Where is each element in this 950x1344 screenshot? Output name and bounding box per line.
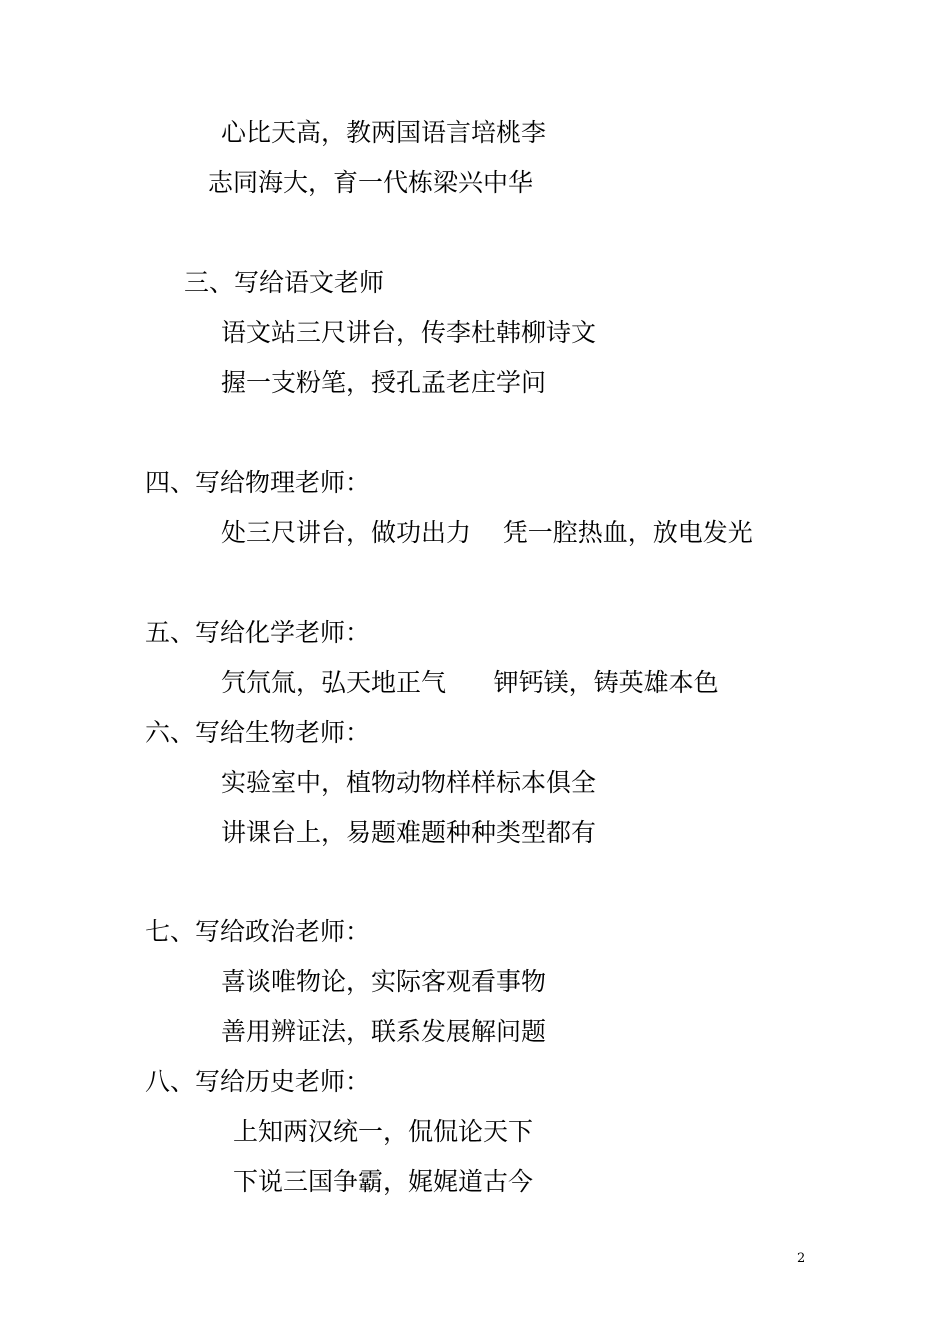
couplet-line: 语文站三尺讲台，传李杜韩柳诗文 <box>221 318 597 347</box>
section-heading: 八、写给历史老师： <box>145 1067 371 1096</box>
page-number: 2 <box>797 1251 806 1266</box>
couplet-line: 喜谈唯物论，实际客观看事物 <box>221 967 547 996</box>
couplet-line: 志同海大，育一代栋梁兴中华 <box>208 168 534 197</box>
section-heading: 七、写给政治老师： <box>145 917 371 946</box>
couplet-line: 上知两汉统一，侃侃论天下 <box>233 1117 534 1146</box>
couplet-line: 善用辨证法，联系发展解问题 <box>221 1017 547 1046</box>
section-heading: 五、写给化学老师： <box>145 618 371 647</box>
section-heading: 三、写给语文老师 <box>184 268 385 297</box>
couplet-line: 氕氘氚，弘天地正气 钾钙镁，铸英雄本色 <box>221 668 719 697</box>
couplet-line: 实验室中，植物动物样样标本俱全 <box>221 768 597 797</box>
couplet-line: 握一支粉笔，授孔孟老庄学问 <box>221 368 547 397</box>
section-heading: 六、写给生物老师： <box>145 718 371 747</box>
couplet-line: 处三尺讲台，做功出力 凭一腔热血，放电发光 <box>221 518 753 547</box>
section-heading: 四、写给物理老师： <box>145 468 371 497</box>
couplet-line: 下说三国争霸，娓娓道古今 <box>233 1167 534 1196</box>
couplet-line: 讲课台上，易题难题种种类型都有 <box>221 818 597 847</box>
couplet-line: 心比天高，教两国语言培桃李 <box>221 118 547 147</box>
